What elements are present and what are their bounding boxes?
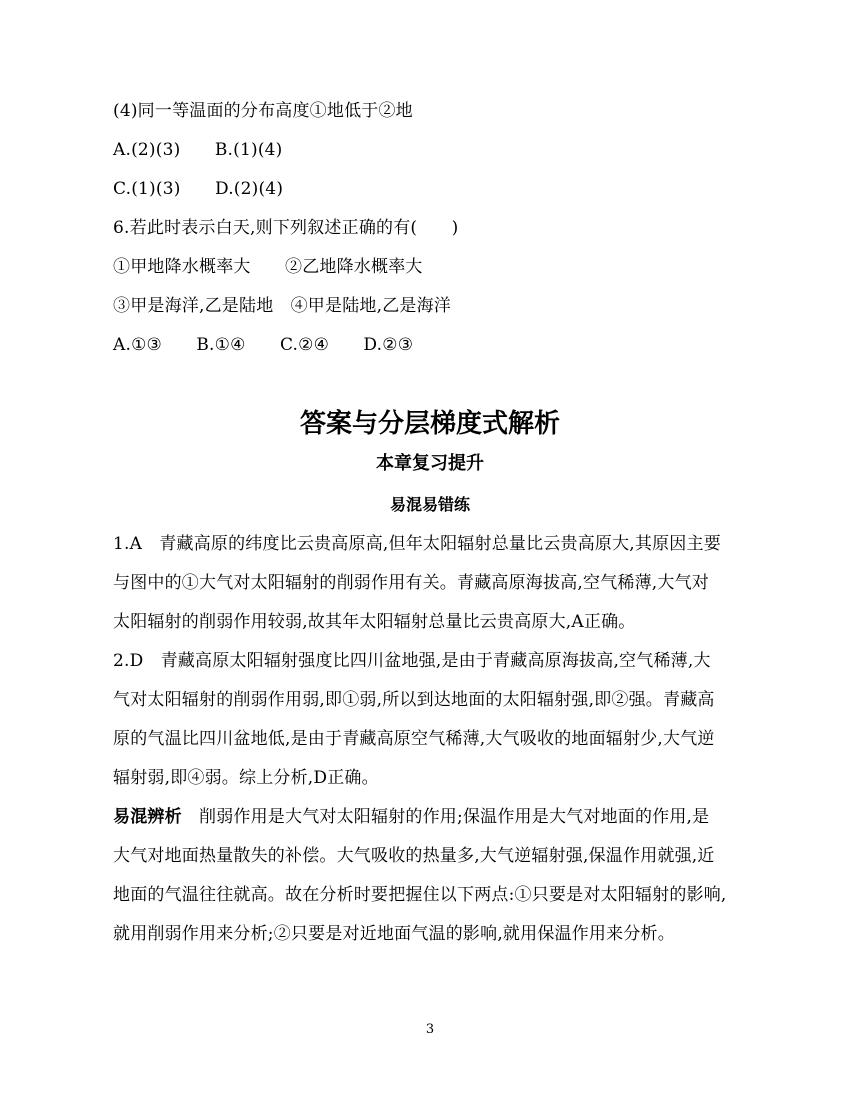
analysis-line: 地面的气温往往就高。故在分析时要把握住以下两点:①只要是对太阳辐射的影响, — [113, 885, 727, 905]
answer-1-line: 与图中的①大气对太阳辐射的削弱作用有关。青藏高原海拔高,空气稀薄,大气对 — [113, 573, 710, 593]
question-5-choices-ab: A.(2)(3) B.(1)(4) — [113, 140, 283, 160]
analysis-label: 易混辨析 — [113, 807, 182, 827]
answer-2-line: 辐射弱,即④弱。综上分析,D正确。 — [113, 768, 379, 788]
question-6-stem: 6.若此时表示白天,则下列叙述正确的有( ) — [113, 218, 459, 238]
page-number: 3 — [425, 1022, 435, 1037]
answer-2-line: 气对太阳辐射的削弱作用弱,即①弱,所以到达地面的太阳辐射强,即②强。青藏高 — [113, 690, 715, 710]
answer-2-line: 原的气温比四川盆地低,是由于青藏高原空气稀薄,大气吸收的地面辐射少,大气逆 — [113, 729, 715, 749]
question-6-options-12: ①甲地降水概率大 ②乙地降水概率大 — [113, 257, 423, 277]
analysis-line: 大气对地面热量散失的补偿。大气吸收的热量多,大气逆辐射强,保温作用就强,近 — [113, 846, 715, 866]
chapter-subtitle: 本章复习提升 — [376, 453, 484, 474]
question-6-choices: A.①③ B.①④ C.②④ D.②③ — [113, 335, 414, 355]
question-6-options-34: ③甲是海洋,乙是陆地 ④甲是陆地,乙是海洋 — [113, 296, 452, 316]
answers-title: 答案与分层梯度式解析 — [299, 409, 560, 439]
answer-1-line: 1.A 青藏高原的纬度比云贵高原高,但年太阳辐射总量比云贵高原大,其原因主要 — [113, 534, 721, 554]
question-5-choices-cd: C.(1)(3) D.(2)(4) — [113, 179, 284, 199]
answer-1-line: 太阳辐射的削弱作用较弱,故其年太阳辐射总量比云贵高原大,A正确。 — [113, 612, 636, 632]
analysis-text: 削弱作用是大气对太阳辐射的作用;保温作用是大气对地面的作用,是 — [181, 807, 710, 827]
section-heading: 易混易错练 — [389, 495, 470, 514]
answer-2-line: 2.D 青藏高原太阳辐射强度比四川盆地强,是由于青藏高原海拔高,空气稀薄,大 — [113, 651, 711, 671]
analysis-first-line — [113, 806, 709, 828]
analysis-line: 就用削弱作用来分析;②只要是对近地面气温的影响,就用保温作用来分析。 — [113, 924, 675, 944]
question-5-option-4: (4)同一等温面的分布高度①地低于②地 — [113, 101, 413, 121]
